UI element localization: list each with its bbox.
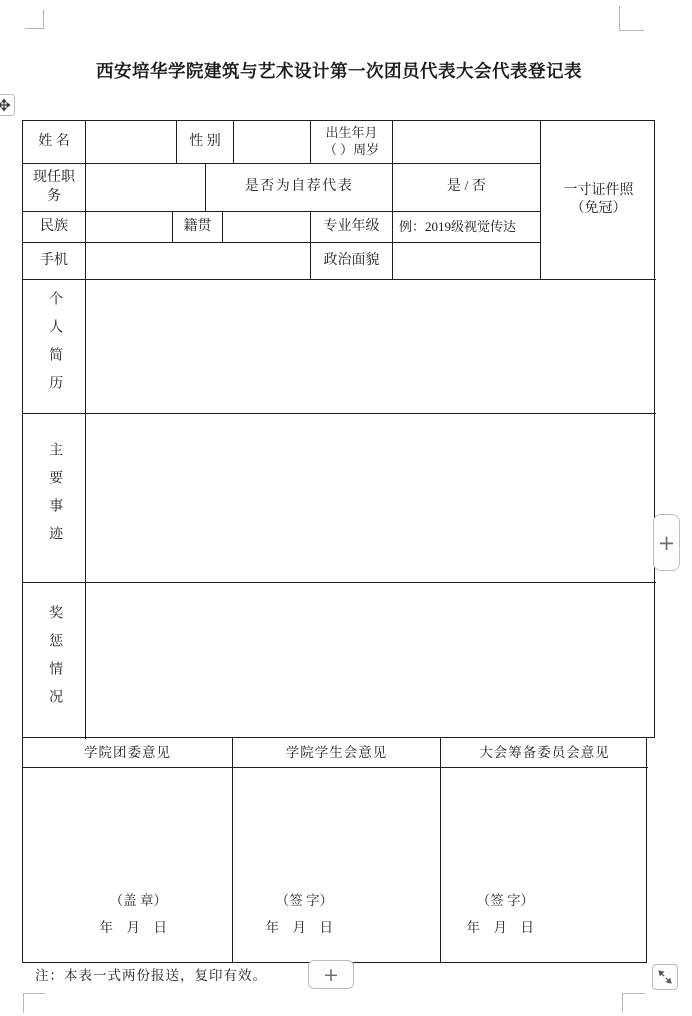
awards-label: 奖惩情况 — [47, 605, 63, 717]
crop-mark-bottom-right — [622, 993, 623, 1013]
table-move-handle[interactable] — [0, 94, 15, 116]
gender-input-cell[interactable] — [234, 121, 311, 164]
major-grade-label: 专业年级 — [323, 218, 380, 234]
native-place-label-cell — [173, 212, 223, 243]
major-grade-label-cell — [311, 212, 393, 243]
name-label: 姓 名 — [38, 133, 70, 149]
position-label-cell — [23, 164, 86, 212]
crop-mark-top-right — [619, 30, 644, 31]
name-input-cell[interactable] — [86, 121, 177, 164]
phone-label-cell — [23, 243, 86, 280]
deeds-label: 主要事迹 — [47, 442, 63, 554]
table-resize-handle[interactable] — [652, 964, 678, 990]
political-status-input-cell[interactable] — [393, 243, 541, 280]
sign-label: （签 字） — [275, 893, 333, 908]
yes-no-cell[interactable] — [393, 164, 541, 212]
date-label: 年 月 日 — [265, 920, 333, 935]
header-label: 学院学生会意见 — [285, 744, 388, 760]
move-icon — [0, 97, 12, 113]
native-place-label: 籍贯 — [183, 218, 212, 234]
add-column-button[interactable] — [653, 514, 680, 571]
ethnicity-label: 民族 — [40, 218, 68, 234]
preparatory-committee-opinion-header — [441, 738, 648, 768]
birth-label-line2: （ ）周岁 — [323, 142, 380, 157]
ethnicity-label-cell — [23, 212, 86, 243]
add-row-button[interactable] — [308, 960, 354, 989]
plus-icon: + — [657, 530, 676, 555]
resize-diagonal-icon — [656, 968, 674, 986]
ethnicity-input-cell[interactable] — [86, 212, 173, 243]
native-place-input-cell[interactable] — [223, 212, 311, 243]
registration-form-table — [22, 120, 655, 738]
phone-label: 手机 — [40, 252, 68, 268]
resume-input-cell[interactable] — [86, 280, 656, 414]
gender-label: 性 别 — [189, 133, 221, 149]
political-status-label-cell — [311, 243, 393, 280]
stamp-label: （盖 章） — [109, 893, 167, 908]
crop-mark-bottom-left — [23, 993, 45, 994]
awards-label-cell — [23, 583, 86, 739]
crop-mark-bottom-right — [622, 993, 645, 994]
yes-no-value: 是 / 否 — [447, 179, 486, 195]
sign-label: （签 字） — [476, 893, 534, 908]
gender-label-cell — [177, 121, 234, 164]
crop-mark-top-left — [43, 10, 44, 28]
header-label: 学院团委意见 — [84, 744, 171, 760]
deeds-label-cell — [23, 414, 86, 583]
league-committee-opinion-header — [23, 738, 233, 768]
student-union-opinion-header — [233, 738, 441, 768]
page-title: 西安培华学院建筑与艺术设计第一次团员代表大会代表登记表 — [96, 61, 582, 81]
crop-mark-top-left — [25, 28, 44, 29]
position-label: 现任职务 — [33, 170, 75, 204]
phone-input-cell[interactable] — [86, 243, 311, 280]
plus-icon: + — [323, 963, 339, 986]
major-grade-example: 例：2019级视觉传达 — [399, 218, 517, 234]
date-label: 年 月 日 — [466, 920, 534, 935]
photo-placeholder-cell[interactable] — [541, 121, 656, 280]
date-label: 年 月 日 — [99, 920, 167, 935]
major-grade-example-cell[interactable] — [393, 212, 541, 243]
self-nominated-label: 是否为自荐代表 — [244, 179, 354, 195]
self-nominated-label-cell — [206, 164, 393, 212]
name-label-cell — [23, 121, 86, 164]
preparatory-committee-signature-cell[interactable] — [441, 768, 648, 963]
photo-label-line1: 一寸证件照 — [563, 182, 634, 198]
deeds-input-cell[interactable] — [86, 414, 656, 583]
political-status-label: 政治面貌 — [323, 252, 380, 268]
footer-note: 注：本表一式两份报送，复印有效。 — [35, 968, 267, 983]
header-label: 大会筹备委员会意见 — [479, 744, 610, 760]
position-input-cell[interactable] — [86, 164, 206, 212]
birth-input-cell[interactable] — [393, 121, 541, 164]
awards-input-cell[interactable] — [86, 583, 656, 739]
birth-label-line1: 出生年月 — [325, 125, 378, 141]
resume-label-cell — [23, 280, 86, 414]
opinions-table — [22, 738, 647, 963]
crop-mark-top-right — [619, 6, 620, 30]
resume-label: 个人简历 — [47, 290, 63, 403]
photo-label-line2: （免冠） — [570, 201, 627, 216]
league-committee-signature-cell[interactable] — [23, 768, 233, 963]
crop-mark-bottom-left — [23, 993, 24, 1013]
birth-label-cell — [311, 121, 393, 164]
student-union-signature-cell[interactable] — [233, 768, 441, 963]
